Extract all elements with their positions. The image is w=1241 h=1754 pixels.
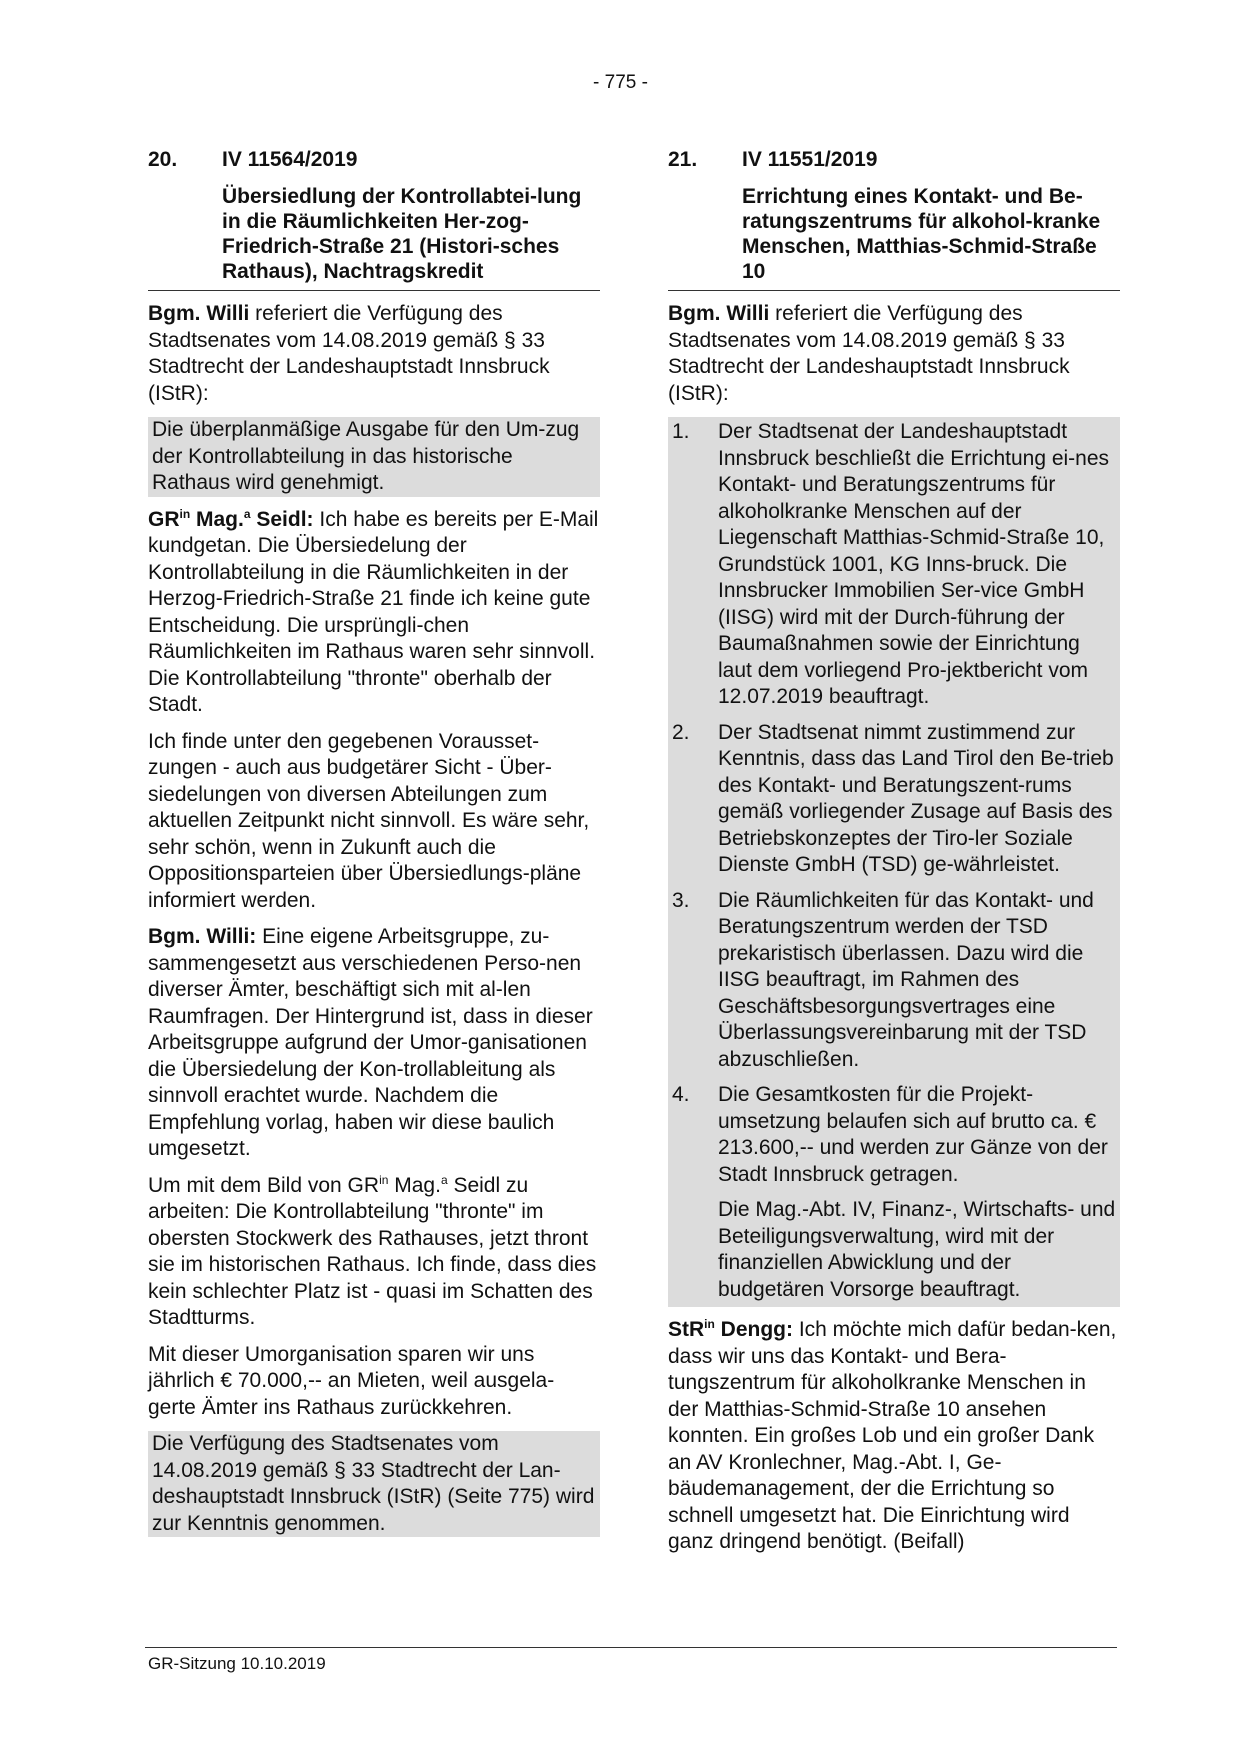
footer-divider: [145, 1647, 1117, 1648]
paragraph: Um mit dem Bild von $GR^{in}$ Mag.$^a$ Seidl zu arbeiten: Die Kontrollabteilung "thronte" im obersten Stockwerk des Rathauses, jetzt thront sie im historischen Rathaus. Ich finde, dass dies kein schlechter Platz ist - quasi im Schatten des Stadtturms.: [148, 1172, 597, 1329]
item-title: Übersiedlung der Kontrollabtei-lung in die Räumlichkeiten Her-zog-Friedrich-Straße 21 (Histori-sches Rathaus), Nachtragskredit: [222, 185, 582, 283]
paragraph-text: Ich habe es bereits per E-Mail kundgetan. Die Übersiedelung der Kontrollabteilung in die Räumlichkeiten in der Herzog-Friedrich-Straße 21 finde ich keine gute Entscheidung. Die ursprüngli-chen Räumlichkeiten im Rathaus waren sehr sinnvoll. Die Kontrollabteilung "thronte" oberhalb der Stadt.: [148, 507, 599, 716]
item-heading: [668, 148, 1120, 172]
heading-divider: [148, 290, 600, 291]
list-item-continuation: [718, 1197, 1116, 1303]
paragraph-statement: [148, 507, 600, 719]
list-number: 2.: [672, 720, 690, 744]
agenda-item-21: [668, 148, 1120, 1556]
list-text: Die Mag.-Abt. IV, Finanz-, Wirtschafts- und Beteiligungsverwaltung, wird mit der finanziellen Abwicklung und der budgetären Vorsorge beauftragt.: [718, 1198, 1116, 1301]
list-number: 4.: [672, 1083, 690, 1106]
decision-text: Die überplanmäßige Ausgabe für den Um-zug der Kontrollabteilung in das historische Rathaus wird genehmigt.: [152, 418, 580, 494]
item-heading: [148, 148, 600, 172]
paragraph: Mit dieser Umorganisation sparen wir uns jährlich € 70.000,-- an Mieten, weil ausgela-gerte Ämter ins Rathaus zurückkehren.: [148, 1342, 555, 1419]
speaker-name: Bgm. Willi: [668, 302, 770, 325]
decision-box: [148, 1431, 600, 1537]
list-item: [672, 720, 1116, 879]
item-number: 20.: [148, 148, 178, 171]
footer-session: GR-Sitzung 10.10.2019: [148, 1654, 326, 1673]
item-number: 21.: [668, 148, 698, 171]
paragraph-text: referiert die Verfügung des Stadtsenates vom 14.08.2019 gemäß § 33 Stadtrecht der Landeshauptstadt Innsbruck (IStR):: [668, 302, 1070, 405]
list-text: Der Stadtsenat nimmt zustimmend zur Kenntnis, dass das Land Tirol den Be-trieb des Kontakt- und Beratungszent-rums gemäß vorliegender Zusage auf Basis des Betriebskonzeptes der Tiro-ler Soziale Dienste GmbH (TSD) ge-währleistet.: [718, 720, 1114, 876]
item-reference: IV 11551/2019: [742, 148, 878, 171]
paragraph-statement: [148, 924, 600, 1163]
page-number: - 775 -: [593, 72, 648, 93]
paragraph-statement: [668, 1317, 1120, 1556]
speaker-name: Bgm. Willi:: [148, 925, 257, 948]
speaker-name: Bgm. Willi: [148, 302, 250, 325]
agenda-item-20: [148, 148, 600, 1537]
list-text: Die Räumlichkeiten für das Kontakt- und Beratungszentrum werden der TSD prekaristisch überlassen. Dazu wird die IISG beauftragt, im Rahmen des Geschäftsbesorgungsvertrages eine Überlassungsvereinbarung mit der TSD abzuschließen.: [718, 888, 1094, 1071]
speaker-name: $GR^{in}$ Mag.$^a$ Seidl:: [148, 506, 314, 531]
list-item: [672, 419, 1116, 711]
list-number: 1.: [672, 420, 690, 443]
paragraph-intro: [668, 301, 1120, 407]
paragraph: Ich finde unter den gegebenen Vorausset-zungen - auch aus budgetärer Sicht - Über-siedelungen von diversen Abteilungen zum aktuellen Zeitpunkt nicht sinnvoll. Es wäre sehr, sehr schön, wenn in Zukunft auch die Oppositionsparteien über Übersiedlungs-pläne informiert werden.: [148, 729, 590, 912]
heading-divider: [668, 290, 1120, 291]
speaker-name: StR$^{in}$ Dengg:: [668, 1317, 793, 1341]
list-text: Die Gesamtkosten für die Projekt-umsetzung belaufen sich auf brutto ca. € 213.600,-- und werden zur Gänze von der Stadt Innsbruck getragen.: [718, 1083, 1108, 1186]
list-item: [672, 1082, 1116, 1188]
paragraph-intro: [148, 301, 600, 407]
list-text: Der Stadtsenat der Landeshauptstadt Innsbruck beschließt die Errichtung ei-nes Kontakt- und Beratungszentrums für alkoholkranke Menschen auf der Liegenschaft Matthias-Schmid-Straße 10, Grundstück 1001, KG Inns-bruck. Die Innsbrucker Immobilien Ser-vice GmbH (IISG) wird mit der Durch-führung der Baumaßnahmen sowie der Einrichtung laut dem vorliegend Pro-jektbericht vom 12.07.2019 beauftragt.: [718, 420, 1110, 708]
item-title: Errichtung eines Kontakt- und Be-ratungszentrums für alkohol-kranke Menschen, Matthias-Schmid-Straße 10: [742, 185, 1101, 283]
decision-box: [148, 417, 600, 497]
list-number: 3.: [672, 888, 690, 912]
list-item: [672, 888, 1116, 1074]
decision-text: Die Verfügung des Stadtsenates vom 14.08.2019 gemäß § 33 Stadtrecht der Lan-deshauptstadt Innsbruck (IStR) (Seite 775) wird zur Kenntnis genommen.: [152, 1432, 595, 1535]
paragraph-text: Eine eigene Arbeitsgruppe, zu-sammengesetzt aus verschiedenen Perso-nen diverser Ämter, beschäftigt sich mit al-len Raumfragen. Der Hintergrund ist, dass in dieser Arbeitsgruppe aufgrund der Umor-ganisationen die Übersiedelung der Kon-trollableitung als sinnvoll erachtet wurde. Nachdem die Empfehlung vorlag, haben wir diese baulich umgesetzt.: [148, 925, 593, 1160]
item-reference: IV 11564/2019: [222, 148, 358, 171]
paragraph-text: Ich möchte mich dafür bedan-ken, dass wir uns das Kontakt- und Bera-tungszentrum für alkoholkranke Menschen in der Matthias-Schmid-Straße 10 ansehen konnten. Ein großes Lob und ein großer Dank an AV Kronlechner, Mag.-Abt. I, Ge-bäudemanagement, der die Errichtung so schnell umgesetzt hat. Die Einrichtung wird ganz dringend benötigt. (Beifall): [668, 1318, 1117, 1553]
decision-list: [668, 417, 1120, 1307]
paragraph-text: referiert die Verfügung des Stadtsenates vom 14.08.2019 gemäß § 33 Stadtrecht der Landeshauptstadt Innsbruck (IStR):: [148, 302, 550, 405]
